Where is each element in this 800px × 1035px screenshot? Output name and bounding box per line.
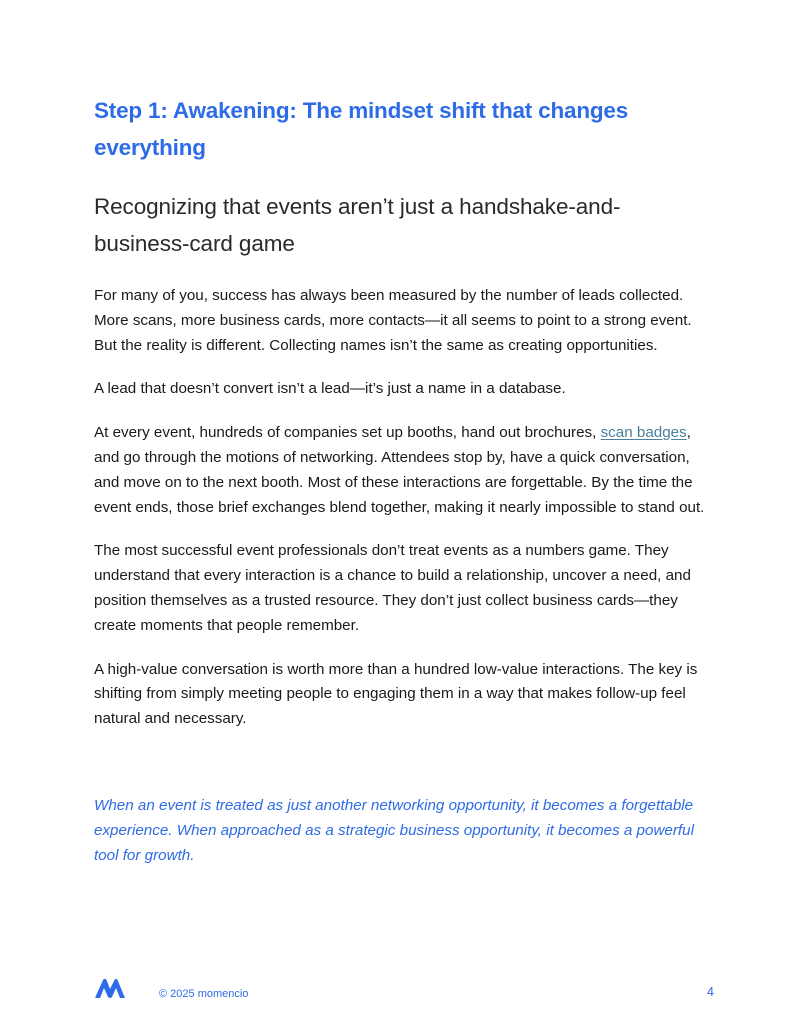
paragraph-high-value: A high-value conversation is worth more than a hundred low-value interactions. The key is shifting from simply meeting people to engaging them in a way that makes follow-up feel natural and necessary. xyxy=(94,660,698,728)
footer-copyright: © 2025 momencio xyxy=(159,988,249,1000)
scan-badges-link[interactable]: scan badges xyxy=(600,424,687,442)
paragraph-booths-text-end: , and go through the motions of networking. Attendees stop by, have a quick conversation, and move on to the next booth. Most of these interactions are forgettable. By the time the event ends, those brief exchanges blend together, making it nearly impossible to stand out. xyxy=(94,424,705,516)
highlight-quote: When an event is treated as just another networking opportunity, it becomes a forgettable experience. When approached as a strategic business opportunity, it becomes a powerful tool for growth. xyxy=(94,796,694,864)
page-content xyxy=(94,92,706,868)
paragraph-booths xyxy=(94,421,706,520)
page-number: 4 xyxy=(707,985,714,999)
paragraph-successful-professionals: The most successful event professionals don’t treat events as a numbers game. They understand that every interaction is a chance to build a relationship, uncover a need, and position themselves as a trusted resource. They don’t just collect business cards—they create moments that people remember. xyxy=(94,542,691,634)
paragraph-booths-text-start: At every event, hundreds of companies set up booths, hand out brochures, xyxy=(94,424,601,442)
momencio-m-logo-icon xyxy=(94,977,126,999)
page-subheading: Recognizing that events aren’t just a handshake-and-business-card game xyxy=(94,194,621,256)
paragraph-leads: For many of you, success has always been measured by the number of leads collected. More scans, more business cards, more contacts—it all seems to point to a strong event. But the reality is different. Collecting names isn’t the same as creating opportunities. xyxy=(94,287,692,354)
paragraph-lead-definition: A lead that doesn’t convert isn’t a lead—it’s just a name in a database. xyxy=(94,380,566,398)
page-heading: Step 1: Awakening: The mindset shift that changes everything xyxy=(94,98,629,160)
